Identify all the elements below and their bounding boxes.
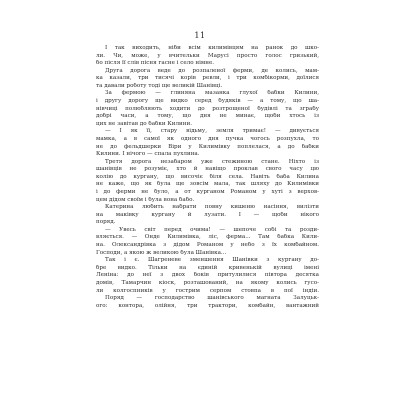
text-line: Леніна: до неї з двох боків притулилися півтора десятка <box>96 272 319 279</box>
text-line: і до ферми не було, а от курганом Романом у хуті з верхов- <box>96 188 319 195</box>
body-text <box>96 45 319 310</box>
text-line: Поряд — господарство шанівського магната Залуцьк- <box>105 295 319 302</box>
text-line: не до фельдшерки Віри у Килимівку поплелася, а до бабки <box>96 143 319 150</box>
text-line: поряд. <box>96 219 116 226</box>
text-line: І так виходить, ніби всім килимівцям на ранок до шко- <box>105 45 319 51</box>
text-line: За фермою — глиняна мазанка глухої бабки Килини, <box>105 90 319 97</box>
text-line: — І як її, стару відьму, земля тримає! — дивується <box>105 128 319 135</box>
text-line: Друга дорога веде до розпаленої ферми, де колись, мам- <box>105 67 319 74</box>
text-line: добрі часи, а тому, що дня не минає, щоби хтось із <box>96 113 319 120</box>
text-line: та давали роботу тоді ще великій Шанівці. <box>96 82 223 89</box>
text-line: Господи, а якою ж великою була Шанівка... <box>96 249 227 256</box>
text-line: ого: контора, олійня, три трактори, комбайн, вантажний <box>96 302 319 309</box>
text-line: домів, Тамарчин кіоск, розташований, на якому колись гусо- <box>96 279 319 286</box>
text-line: колію до кургану, що височіє біля села. Навіть баба Килина <box>96 173 319 180</box>
text-line: Катерина любить набрати повну кишеню насіння, вилізти <box>105 204 319 211</box>
text-line: ка казали, три тисячі корів ревли, і три комбікорми, доїлися <box>96 75 319 82</box>
text-line: бре видко. Тільки на єдиній кривенькій вулиці імені <box>96 264 319 271</box>
text-line: вляється. — Онде Килимівка, ліс, ферма... Там бабка Кили- <box>96 234 319 241</box>
text-line: цем дідом своїм і була вона бабо. <box>96 196 195 203</box>
text-line: не каже, що як була ще зовсім мала, так шляху до Килимівки <box>96 181 319 188</box>
text-line: шанівців не розуміє, хто й навіщо проклав свого часу цю <box>96 166 319 173</box>
text-line: бо після її слів пісня гасне і село німне. <box>96 60 215 67</box>
text-line: ли колгоспників у гострим серпом стовпа в пої індіи. <box>96 287 319 294</box>
text-line: ли. Чи, може, у вчительки Марусі просто голос гризький, <box>96 52 319 59</box>
text-line: Третя дорога незабаром уже стежиною стане. Ніхто із <box>105 158 319 165</box>
text-line: на маківку кургану й лузати. І — щоби нікого <box>96 211 319 218</box>
text-line: Так і є. Шагреневе зменшення Шанівки з кургану до- <box>105 257 319 264</box>
text-line: на. Олександрівка з дідом Романом у небо з їх комбайном. <box>96 242 319 249</box>
text-line: мамка, а в самої як одного дня пучка чогось розпухла, то <box>96 135 319 142</box>
text-line: Килини. І нічого — спала пухлина. <box>96 151 200 158</box>
page-number: 11 <box>194 31 206 40</box>
text-line: і другу дорогу ще видко серед будяків — а тому, що ша- <box>96 98 319 105</box>
text-line: цих не завітав до бабки Килини. <box>96 120 192 127</box>
text-line: нівчиці полюбляють ходити до розтрощеної будівлі та зграбу <box>96 105 319 112</box>
text-line: — Увесь світ перед очима! — шепоче собі та розди- <box>105 226 319 233</box>
